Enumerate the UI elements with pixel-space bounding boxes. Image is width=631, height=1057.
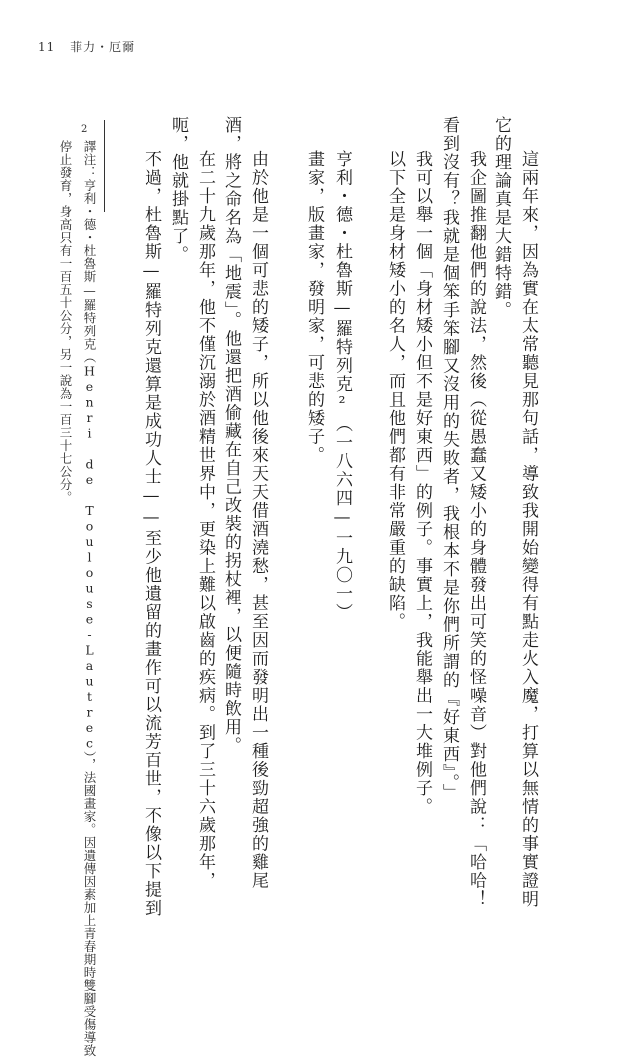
- body-line: 以下全是身材矮小的名人，而且他們都有非常嚴重的缺陷。: [385, 150, 405, 631]
- body-line: 畫家，版畫家，發明家，可悲的矮子。: [304, 150, 324, 465]
- footnote-divider: [104, 120, 105, 212]
- body-line: 不過，杜魯斯—羅特列克還算是成功人士——至少他遺留的畫作可以流芳百世，不像以下提到: [141, 150, 161, 918]
- body-line: 呃，他就掛點了。: [168, 116, 188, 264]
- body-line: 看到沒有？我就是個笨手笨腳又沒用的失敗者，我根本不是你們所謂的『好東西』。」: [439, 116, 459, 802]
- body-line: 酒，將之命名為「地震」。他還把酒偷藏在自己改裝的拐杖裡，以便隨時飲用。: [221, 116, 241, 755]
- body-line: 我企圖推翻他們的說法，然後（從愚蠢又矮小的身體發出可笑的怪噪音）對他們說：「哈哈！: [466, 150, 486, 909]
- body-line: 我可以舉一個「身材矮小但不是好東西」的例子。事實上，我能舉出一大堆例子。: [412, 150, 432, 816]
- body-line: 這兩年來，因為實在太常聽見那句話，導致我開始變得有點走火入魔，打算以無情的事實證明: [518, 150, 538, 909]
- footnote-line: 停止發育，身高只有一百五十公分，另一說為一百三十七公分。: [58, 140, 73, 504]
- body-line: 在二十九歲那年，他不僅沉溺於酒精世界中，更染上難以啟齒的疾病。到了三十六歲那年，: [195, 150, 215, 890]
- running-header: [38, 38, 135, 55]
- page-number: 11: [38, 40, 56, 54]
- footnote-line: 譯注：亨利・德・杜魯斯—羅特列克（Henri de Toulouse-Lautrec），法國畫家。因遺傳因素加上青春期時雙腳受傷導致: [82, 140, 97, 1057]
- body-line: 它的理論真是大錯特錯。: [491, 116, 511, 320]
- footnote-number: 2: [81, 124, 88, 135]
- body-line: 由於他是一個可悲的矮子，所以他後來天天借酒澆愁，甚至因而發明出一種後勁超強的雞尾: [248, 150, 268, 890]
- body-line: 亨利・德・杜魯斯—羅特列克²（一八六四—一九〇一）: [332, 150, 352, 622]
- running-title: 菲力・厄爾: [70, 40, 136, 54]
